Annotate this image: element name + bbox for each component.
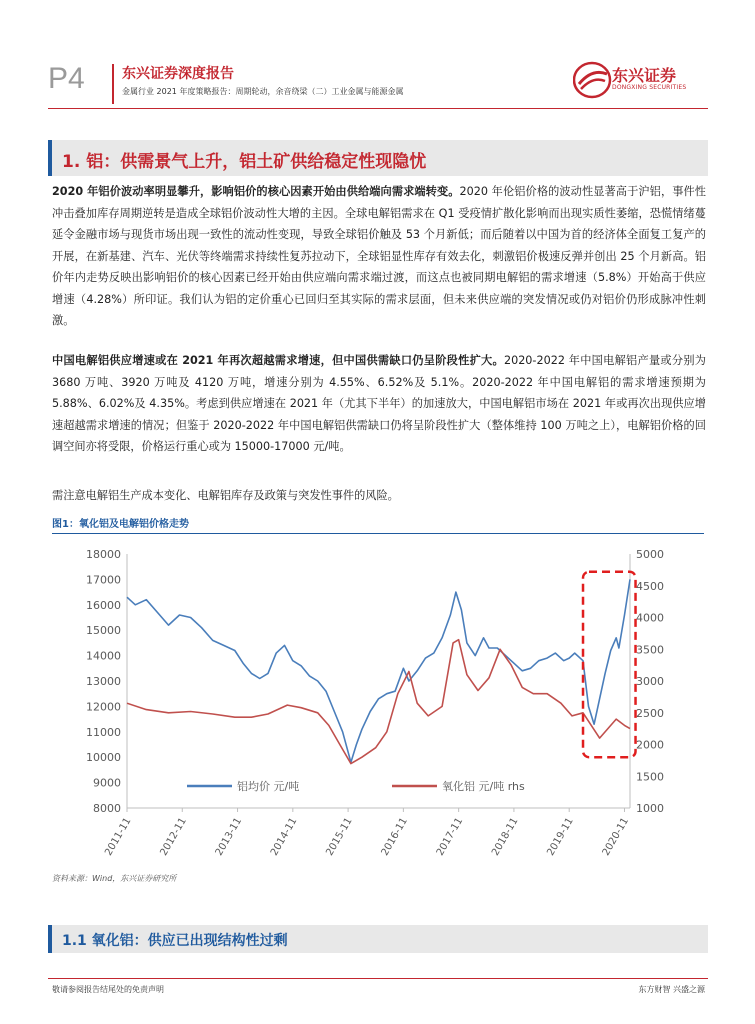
price-chart (52, 540, 704, 870)
x-tick-label: 2015-11 (324, 816, 355, 858)
y-left-tick-label: 10000 (86, 751, 121, 765)
y-right-tick-label: 3000 (636, 675, 664, 688)
report-subtitle: 金属行业 2021 年度策略报告：周期轮动，余音绕梁（二）工业金属与能源金属 (122, 87, 404, 96)
y-left-tick-label: 12000 (86, 700, 121, 714)
header-rule (48, 108, 708, 109)
y-left-tick-label: 18000 (86, 548, 121, 561)
paragraph-2 (52, 350, 706, 458)
y-left-tick-label: 13000 (86, 675, 121, 688)
page-number: P4 (48, 62, 85, 95)
y-left-tick-label: 16000 (86, 598, 121, 612)
y-left-tick-label: 17000 (86, 573, 121, 587)
logo-text: 东兴证券 (612, 66, 677, 85)
figure-title-rule (52, 533, 704, 534)
y-right-tick-label: 2000 (636, 738, 664, 752)
x-tick-label: 2017-11 (434, 816, 466, 858)
logo-mark-icon (574, 63, 610, 97)
figure-source: 资料来源：Wind，东兴证券研究所 (52, 874, 177, 883)
y-right-tick-label: 3500 (636, 643, 664, 657)
legend-label: 铝均价 元/吨 (237, 780, 300, 793)
subsection-heading: 1.1 氧化铝：供应已出现结构性过剩 (62, 933, 288, 949)
section-heading: 1. 铝：供需景气上升，铝土矿供给稳定性现隐忧 (62, 152, 427, 172)
y-right-tick-label: 2500 (636, 706, 664, 720)
y-left-tick-label: 9000 (93, 776, 121, 790)
logo-english-text: DONGXING SECURITIES (612, 84, 687, 91)
aluminum-price-line (127, 579, 630, 762)
y-left-tick-label: 8000 (93, 802, 121, 815)
paragraph-2-body: 2020-2022 年中国电解铝产量或分别为 3680 万吨、3920 万吨及 4120 万吨，增速分别为 4.55%、6.52%及 5.1%。2020-2022 年中国电解铝的需求增速预期为 5.88%、6.02%及 4.35%。考虑到供应增速在 2021 年（尤其下半年）的加速放大，中国电解铝市场在 2021 年或再次出现供应增速超越需求增速的情况；但鉴于 2020-2022 年中国电解铝供需缺口仍将呈阶段性扩大（整体维持 100 万吨之上），电解铝价格的回调空间亦将受限，价格运行重心或为 15000-17000 元/吨。 (52, 354, 706, 453)
footer-disclaimer: 敬请参阅报告结尾处的免责声明 (52, 985, 164, 994)
x-tick-label: 2019-11 (545, 816, 576, 858)
section-heading-marker (48, 140, 52, 176)
paragraph-2-lead: 中国电解铝供应增速或在 2021 年再次超越需求增速，但中国供需缺口仍呈阶段性扩大。 (52, 354, 504, 367)
y-left-tick-label: 15000 (86, 624, 121, 638)
x-tick-label: 2018-11 (490, 816, 521, 858)
paragraph-1-lead: 2020 年铝价波动率明显攀升，影响铝价的核心因素开始由供给端向需求端转变。 (52, 185, 460, 198)
report-title: 东兴证券深度报告 (122, 66, 234, 82)
paragraph-1-body: 2020 年伦铝价格的波动性显著高于沪铝，事件性冲击叠加库存周期逆转是造成全球铝价波动性大增的主因。全球电解铝需求在 Q1 受疫情扩散化影响而出现实质性萎缩，恐慌情绪蔓延令金融市场与现货市场出现一致性的流动性变现，导致全球铝价触及 53 个月新低；而后随着以中国为首的经济体全面复工复产的开展，在新基建、汽车、光伏等终端需求持续性复苏拉动下，全球铝显性库存有效去化，刺激铝价极速反弹并创出 25 个月新高。铝价年内走势反映出影响铝价的核心因素已经开始由供应端向需求端过渡，而这点也被同期电解铝的需求增速（5.8%）开始高于供应增速（4.28%）所印证。我们认为铝的定价重心已回归至其实际的需求层面，但未来供应端的突发情况或仍对铝价仍形成脉冲性刺激。 (52, 185, 706, 327)
x-tick-label: 2012-11 (158, 816, 189, 858)
y-right-tick-label: 1000 (636, 802, 664, 815)
y-right-tick-label: 1500 (636, 770, 664, 784)
footer-slogan: 东方财智 兴盛之源 (638, 985, 705, 994)
paragraph-1 (52, 181, 706, 332)
y-left-tick-label: 11000 (86, 725, 121, 739)
footer-rule (48, 978, 708, 979)
x-tick-label: 2013-11 (213, 816, 245, 858)
x-tick-label: 2014-11 (268, 816, 300, 858)
alumina-price-line (127, 640, 630, 764)
y-right-tick-label: 4500 (636, 579, 664, 593)
x-tick-label: 2016-11 (379, 816, 410, 858)
y-left-tick-label: 14000 (86, 649, 121, 663)
header-divider (112, 64, 114, 104)
x-tick-label: 2011-11 (103, 816, 134, 858)
x-tick-label: 2020-11 (600, 816, 632, 858)
y-right-tick-label: 4000 (636, 611, 664, 625)
y-right-tick-label: 5000 (636, 548, 664, 561)
figure-title: 图1：氧化铝及电解铝价格走势 (52, 519, 189, 530)
legend-label: 氧化铝 元/吨 rhs (442, 780, 525, 793)
subsection-heading-marker (48, 925, 52, 953)
paragraph-3: 需注意电解铝生产成本变化、电解铝库存及政策与突发性事件的风险。 (52, 489, 399, 502)
